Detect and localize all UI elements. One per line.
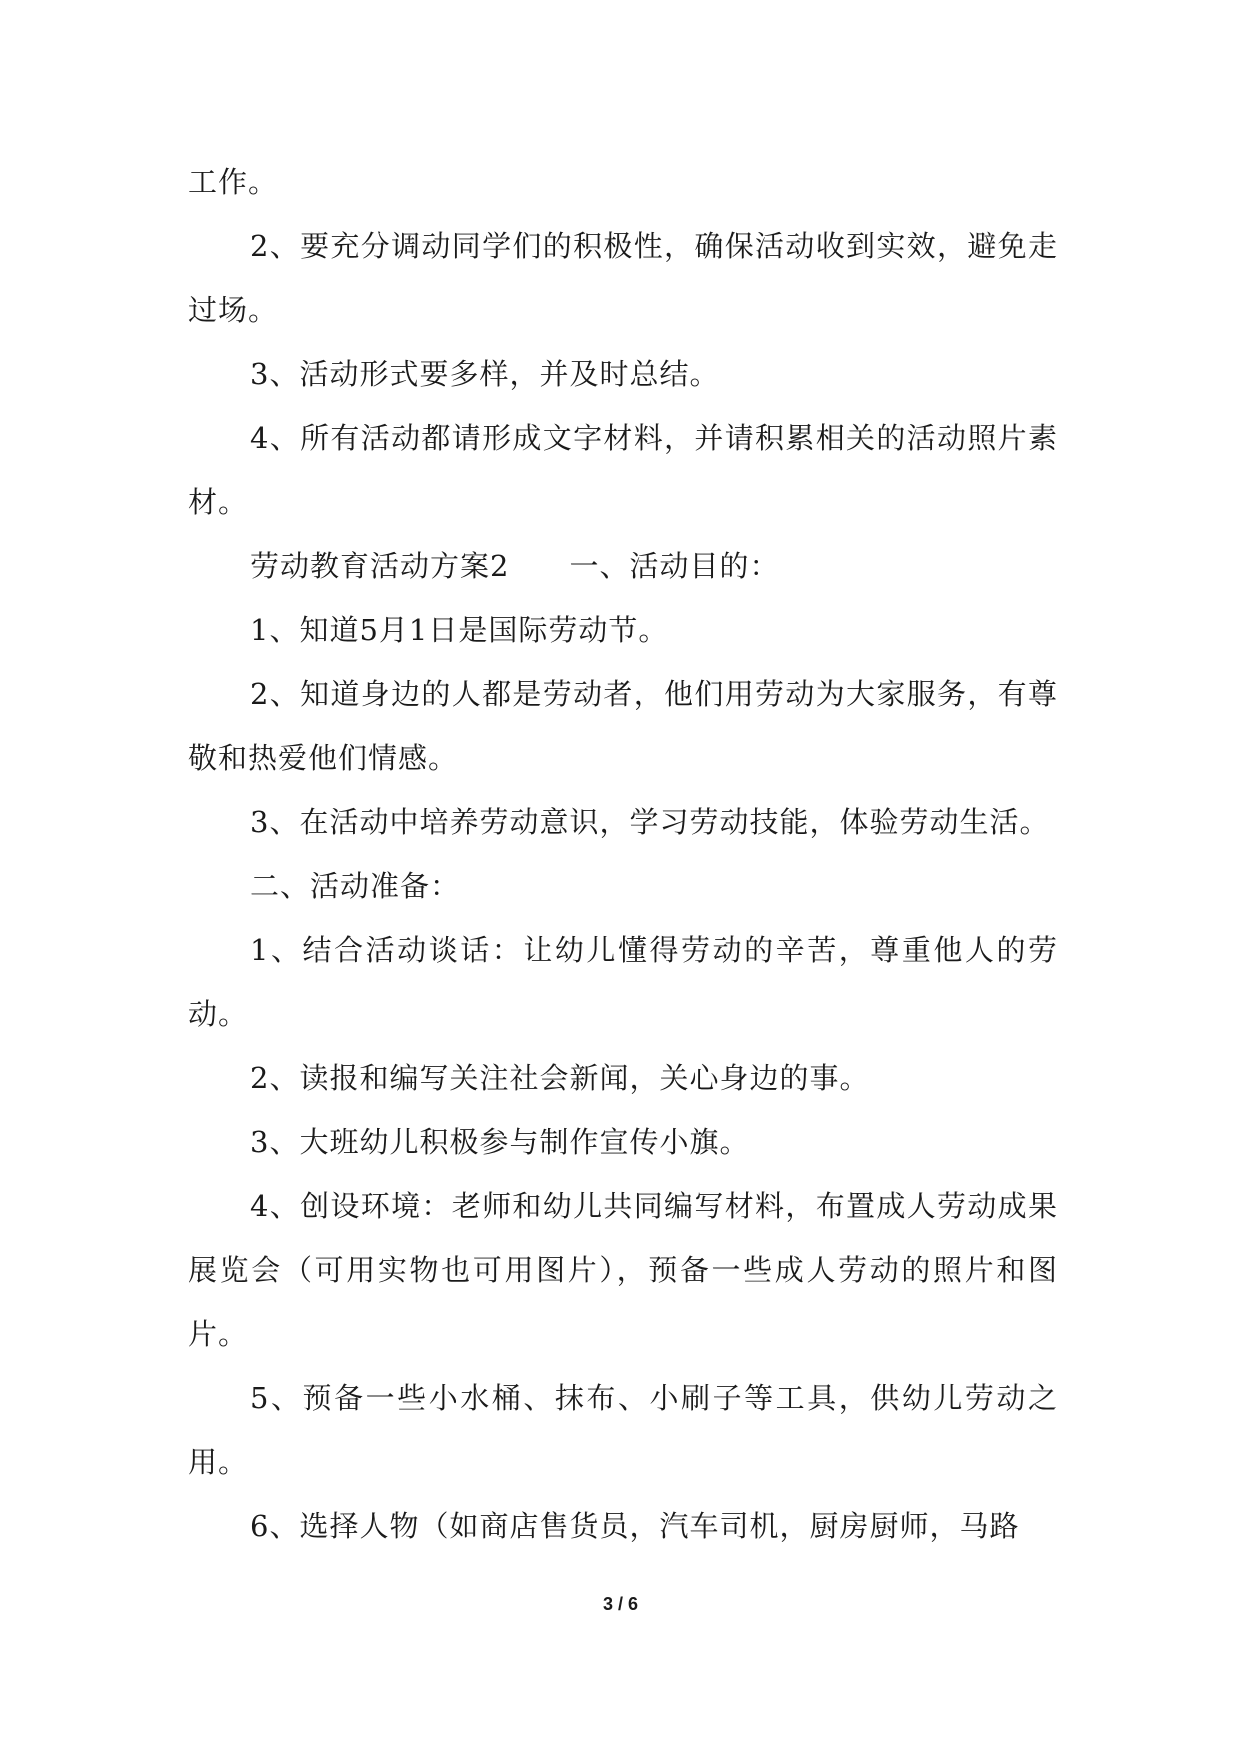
paragraph: 6、选择人物（如商店售货员，汽车司机，厨房厨师，马路: [250, 1509, 1020, 1543]
paragraph: 3、活动形式要多样，并及时总结。: [250, 357, 720, 391]
paragraph: 1、知道5月1日是国际劳动节。: [250, 613, 669, 647]
page-number: 3 / 6: [602, 1594, 639, 1614]
paragraph: 2、要充分调动同学们的积极性，确保活动收到实效，避免走过场。: [188, 229, 1058, 327]
paragraph: 4、创设环境：老师和幼儿共同编写材料，布置成人劳动成果展览会（可用实物也可用图片），预备一些成人劳动的照片和图片。: [188, 1189, 1058, 1351]
paragraph: 2、知道身边的人都是劳动者，他们用劳动为大家服务，有尊敬和热爱他们情感。: [188, 677, 1058, 775]
paragraph: 工作。: [188, 165, 279, 199]
paragraph: 3、在活动中培养劳动意识，学习劳动技能，体验劳动生活。: [250, 805, 1050, 839]
section-heading: 二、活动准备：: [250, 869, 461, 903]
paragraph: 5、预备一些小水桶、抹布、小刷子等工具，供幼儿劳动之用。: [188, 1381, 1058, 1479]
document-body: [188, 150, 1058, 1558]
paragraph: 2、读报和编写关注社会新闻，关心身边的事。: [250, 1061, 870, 1095]
paragraph: 3、大班幼儿积极参与制作宣传小旗。: [250, 1125, 750, 1159]
paragraph: 4、所有活动都请形成文字材料，并请积累相关的活动照片素材。: [188, 421, 1058, 519]
section-heading: 劳动教育活动方案2 一、活动目的：: [250, 549, 780, 583]
paragraph: 1、结合活动谈话：让幼儿懂得劳动的辛苦，尊重他人的劳动。: [188, 933, 1058, 1031]
